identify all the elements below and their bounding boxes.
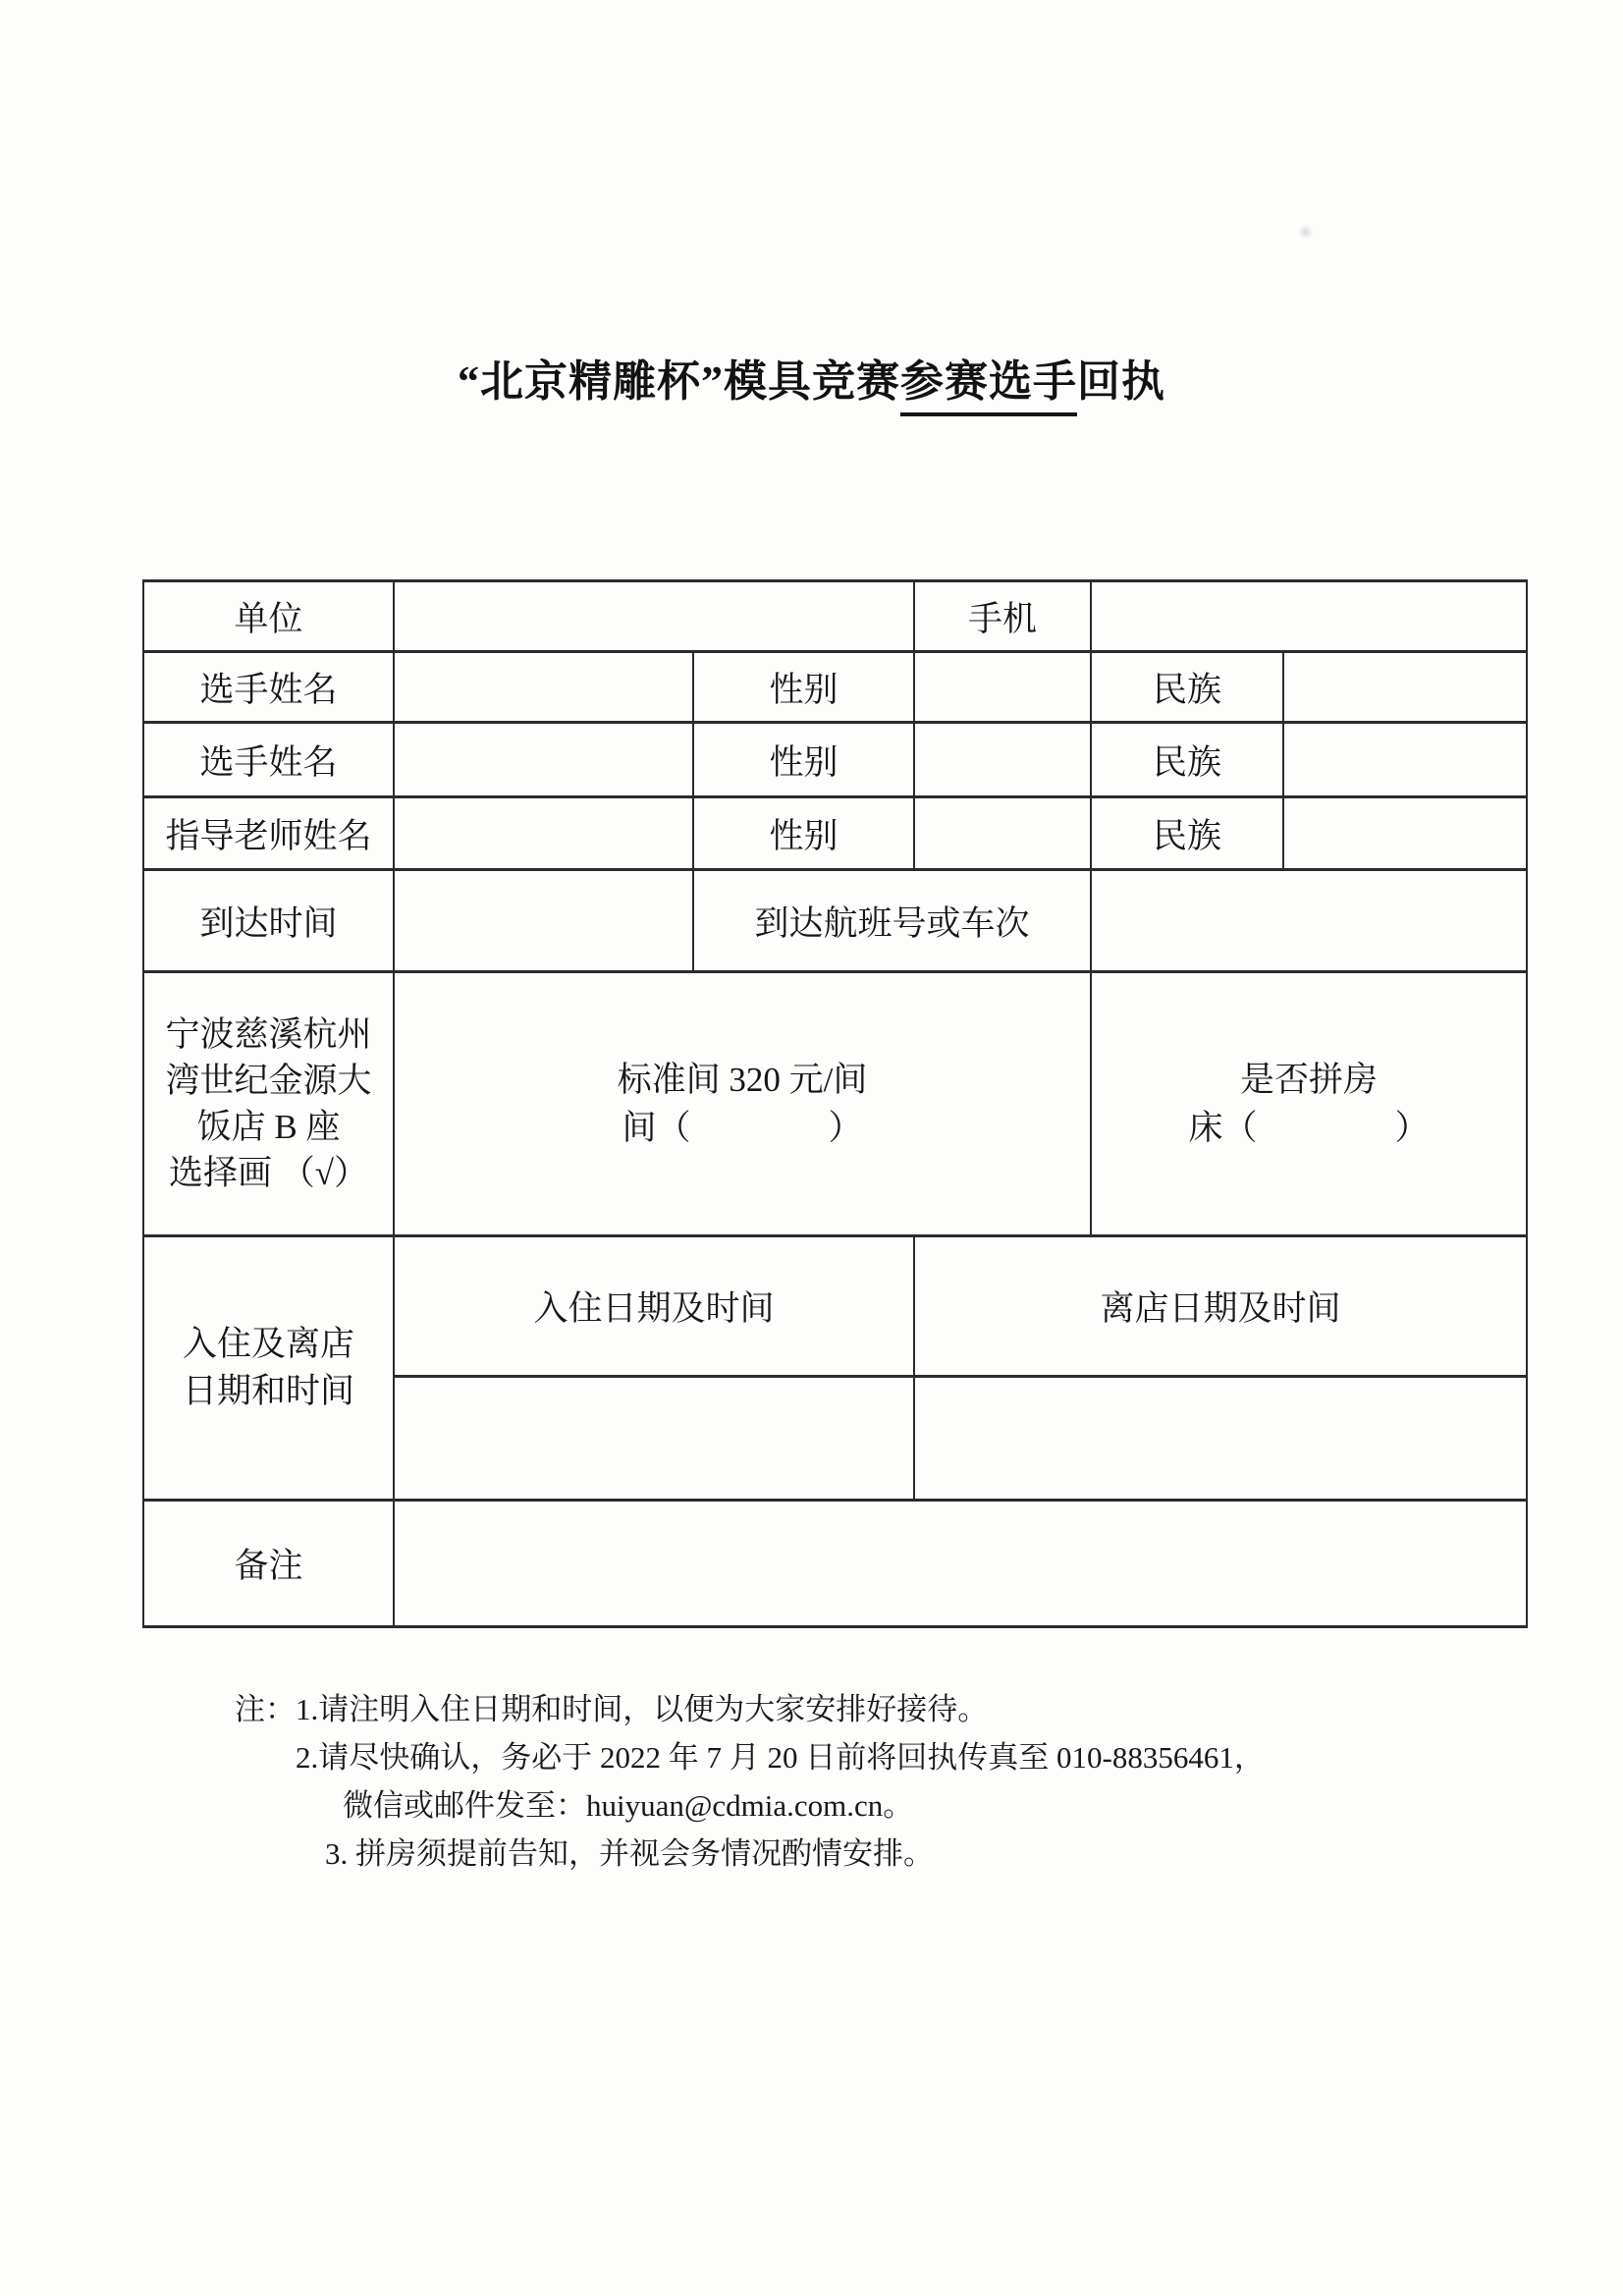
checkin-label-cell: 入住日期及时间 [394,1236,914,1377]
row-stay-header [143,1236,1527,1377]
title-prefix: “北京精雕杯”模具竞赛 [458,357,900,406]
hotel-name-line1: 宁波慈溪杭州 [165,1015,372,1054]
player2-gender-value-cell [914,723,1091,797]
hotel-room-price-line: 标准间 320 元/间 [617,1061,868,1099]
notes [235,1685,1265,1878]
hotel-room-cell [394,972,1091,1236]
row-unit-mobile [143,581,1527,652]
hotel-name-cell [143,972,394,1236]
hotel-share-line1: 是否拼房 [1239,1061,1378,1099]
arrival-flight-label-cell: 到达航班号或车次 [693,870,1091,972]
stay-label-line2: 日期和时间 [182,1372,354,1410]
player2-ethnicity-value-cell [1283,723,1527,797]
instructor-ethnicity-label-cell: 民族 [1091,797,1283,870]
instructor-name-label-cell: 指导老师姓名 [143,797,394,870]
note-line-4: 3. 拼房须提前告知，并视会务情况酌情安排。 [325,1836,934,1871]
arrival-time-value-cell [394,870,693,972]
mobile-value-cell [1091,581,1527,652]
note-line-3: 微信或邮件发至：huiyuan@cdmia.com.cn。 [343,1788,914,1823]
remarks-label-cell: 备注 [143,1501,394,1627]
unit-label-cell: 单位 [143,581,394,652]
note-line-1: 注：1.请注明入住日期和时间，以便为大家安排好接待。 [235,1692,989,1726]
instructor-gender-label-cell: 性别 [693,797,914,870]
unit-value-cell [394,581,914,652]
row-player1 [143,652,1527,723]
title-underlined-segment: 参赛选手 [900,346,1077,416]
title-suffix: 回执 [1077,357,1165,406]
stay-label-cell [143,1236,394,1501]
player2-name-label-cell: 选手姓名 [143,723,394,797]
row-player2 [143,723,1527,797]
row-arrival [143,870,1527,972]
page-title [0,346,1623,416]
hotel-name-line4: 选择画 （√） [169,1154,368,1192]
stay-label-line1: 入住及离店 [182,1325,354,1363]
player1-ethnicity-label-cell: 民族 [1091,652,1283,723]
instructor-gender-value-cell [914,797,1091,870]
row-instructor [143,797,1527,870]
row-remarks [143,1501,1527,1627]
player1-name-value-cell [394,652,693,723]
player2-ethnicity-label-cell: 民族 [1091,723,1283,797]
player2-name-value-cell [394,723,693,797]
checkout-value-cell [914,1377,1527,1501]
hotel-share-cell [1091,972,1527,1236]
player1-name-label-cell: 选手姓名 [143,652,394,723]
checkout-label-cell: 离店日期及时间 [914,1236,1527,1377]
arrival-flight-value-cell [1091,870,1527,972]
row-hotel [143,972,1527,1236]
note-line-2: 2.请尽快确认，务必于 2022 年 7 月 20 日前将回执传真至 010-88356461， [296,1740,1265,1775]
instructor-ethnicity-value-cell [1283,797,1527,870]
hotel-room-count-line: 间（ ） [622,1109,863,1147]
reply-form-table [142,579,1528,1628]
player2-gender-label-cell: 性别 [693,723,914,797]
hotel-name-line3: 饭店 B 座 [196,1108,341,1146]
player1-gender-label-cell: 性别 [693,652,914,723]
hotel-name-line2: 湾世纪金源大 [165,1062,372,1100]
mobile-label-cell: 手机 [914,581,1091,652]
arrival-time-label-cell: 到达时间 [143,870,394,972]
scan-speck [1298,224,1314,240]
player1-ethnicity-value-cell [1283,652,1527,723]
remarks-value-cell [394,1501,1527,1627]
player1-gender-value-cell [914,652,1091,723]
checkin-value-cell [394,1377,914,1501]
hotel-share-line2: 床（ ） [1188,1109,1430,1147]
instructor-name-value-cell [394,797,693,870]
